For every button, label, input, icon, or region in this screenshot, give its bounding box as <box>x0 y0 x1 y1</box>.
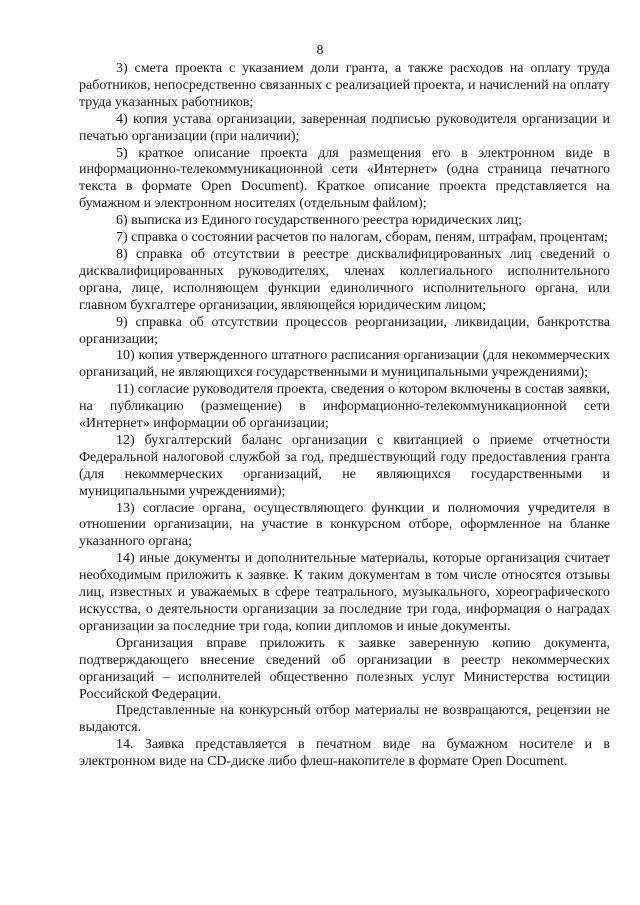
paragraph-item-4: 4) копия устава организации, заверенная подписью руководителя организации и печатью организации (при наличии); <box>79 111 610 144</box>
paragraph-item-6: 6) выписка из Единого государственного реестра юридических лиц; <box>116 213 522 229</box>
paragraph-item-5: 5) краткое описание проекта для размещения его в электронном виде в информационно-телекоммуникационной сети «Интернет» (одна страница печатного текста в формате Open Document). Краткое описание проекта представляется на бумажном и электронном носителях (отдельным файлом); <box>79 145 610 212</box>
document-body <box>79 61 610 771</box>
paragraph-item-9: 9) справка об отсутствии процессов реорганизации, ликвидации, банкротства организации; <box>79 314 610 347</box>
paragraph-item-10: 10) копия утвержденного штатного расписания организации (для некоммерческих организаций, не являющихся государственными и муниципальными учреждениями); <box>79 348 610 381</box>
paragraph-item-8: 8) справка об отсутствии в реестре дисквалифицированных лиц сведений о дисквалифицированных руководителях, членах коллегиального исполнительного органа, лице, исполняющем функции единоличного исполнительного органа, или главном бухгалтере организации, являющейся юридическим лицом; <box>79 246 610 313</box>
paragraph-item-11: 11) согласие руководителя проекта, сведения о котором включены в состав заявки, на публикацию (размещение) в информационно-телекоммуникационной сети «Интернет» информации об организации; <box>79 382 610 432</box>
paragraph-item-13: 13) согласие органа, осуществляющего функции и полномочия учредителя в отношении организации, на участие в конкурсном отборе, оформленное на бланке указанного органа; <box>79 500 610 550</box>
paragraph-item-7: 7) справка о состоянии расчетов по налогам, сборам, пеням, штрафам, процентам; <box>116 230 608 246</box>
page-number: 8 <box>316 43 324 58</box>
paragraph-registry-note: Организация вправе приложить к заявке заверенную копию документа, подтверждающего внесение сведений об организации в реестр некоммерческих организаций – исполнителей общественно полезных услуг Министерства юстиции Российской Федерации. <box>79 635 610 702</box>
paragraph-clause-14: 14. Заявка представляется в печатном виде на бумажном носителе и в электронном виде на CD-диске либо флеш-накопителе в формате Open Document. <box>79 737 610 770</box>
paragraph-materials-note: Представленные на конкурсный отбор материалы не возвращаются, рецензии не выдаются. <box>79 703 610 736</box>
paragraph-item-3: 3) смета проекта с указанием доли гранта, а также расходов на оплату труда работников, непосредственно связанных с реализацией проекта, и начислений на оплату труда указанных работников; <box>79 61 610 110</box>
paragraph-item-14: 14) иные документы и дополнительные материалы, которые организация считает необходимым приложить к заявке. К таким документам в том числе относятся отзывы лиц, известных и уважаемых в сфере театрального, музыкального, хореографического искусства, о деятельности организации за последние три года, информация о наградах организации за последние три года, копии дипломов и иные документы. <box>79 551 610 634</box>
paragraph-item-12: 12) бухгалтерский баланс организации с квитанцией о приеме отчетности Федеральной налоговой службой за год, предшествующий году предоставления гранта (для некоммерческих организаций, не являющихся государственными и муниципальными учреждениями); <box>79 432 610 499</box>
